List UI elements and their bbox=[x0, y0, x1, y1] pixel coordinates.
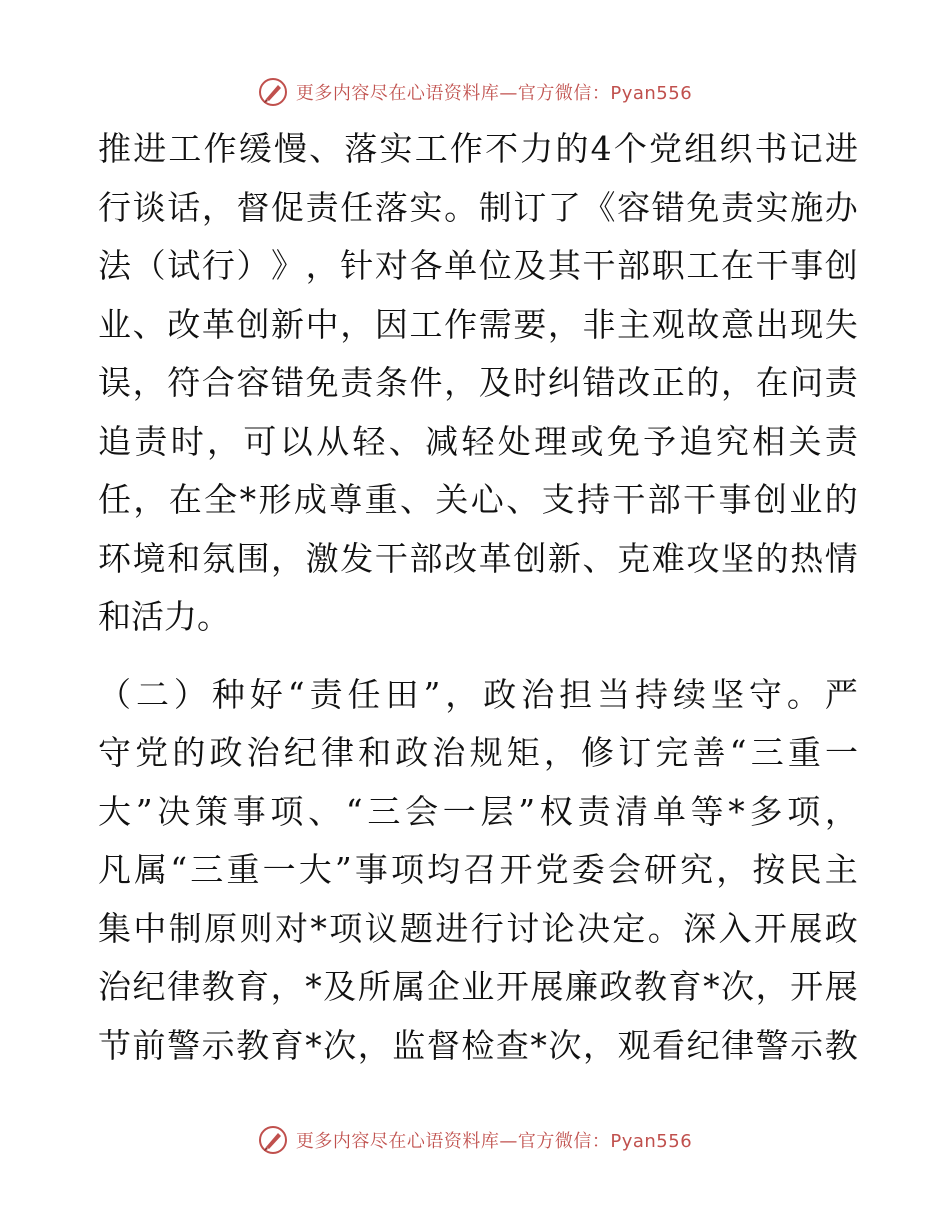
header-watermark-banner bbox=[0, 72, 950, 112]
text-line: 追 责 时 ， 可 以 从 轻 、 减 轻 处 理 或 免 予 追 究 相 关 责 bbox=[98, 421, 858, 461]
text-line: 推 进 工 作 缓 慢 、 落 实 工 作 不 力 的 4 个 党 组 织 书 记 进 bbox=[98, 129, 858, 168]
text-line: 守 党 的 政 治 纪 律 和 政 治 规 矩 ， 修 订 完 善 “ 三 重 一 bbox=[98, 733, 858, 772]
text-line: 任 ， 在 全 * 形 成 尊 重 、 关 心 、 支 持 干 部 干 事 创 业 的 bbox=[98, 480, 858, 519]
paragraph-2 bbox=[98, 666, 858, 1076]
header-watermark-text: 更多内容尽在心语资料库—官方微信：Pyan556 bbox=[295, 83, 693, 104]
text-line: 业 、 改 革 创 新 中 ， 因 工 作 需 要 ， 非 主 观 故 意 出 现 失 bbox=[98, 304, 858, 344]
paragraph-1 bbox=[98, 120, 858, 647]
text-line: 和活力。 bbox=[98, 597, 230, 636]
text-line: 法 （ 试 行 ） 》 ， 针 对 各 单 位 及 其 干 部 职 工 在 干 事 创 bbox=[98, 246, 858, 285]
text-line: 集 中 制 原 则 对 * 项 议 题 进 行 讨 论 决 定 。 深 入 开 展 政 bbox=[98, 908, 858, 948]
text-line: （ 二 ） 种 好 “ 责 任 田 ” ， 政 治 担 当 持 续 坚 守 。 严 bbox=[98, 674, 858, 714]
quill-pen-icon bbox=[258, 77, 288, 107]
quill-pen-icon bbox=[258, 1125, 288, 1155]
text-line: 大 ” 决 策 事 项 、 “ 三 会 一 层 ” 权 责 清 单 等 * 多 项 ， bbox=[98, 791, 858, 831]
text-line: 环 境 和 氛 围 ， 激 发 干 部 改 革 创 新 、 克 难 攻 坚 的 热 情 bbox=[98, 538, 858, 578]
footer-watermark-text: 更多内容尽在心语资料库—官方微信：Pyan556 bbox=[295, 1131, 693, 1152]
document-body bbox=[98, 120, 858, 1075]
text-line: 治 纪 律 教 育 ， * 及 所 属 企 业 开 展 廉 政 教 育 * 次 ， 开 展 bbox=[98, 967, 858, 1006]
text-line: 行 谈 话 ， 督 促 责 任 落 实 。 制 订 了 《 容 错 免 责 实 施 办 bbox=[98, 187, 858, 227]
text-line: 误 ， 符 合 容 错 免 责 条 件 ， 及 时 纠 错 改 正 的 ， 在 问 责 bbox=[98, 363, 858, 402]
footer-watermark-banner bbox=[0, 1120, 950, 1160]
text-line: 节 前 警 示 教 育 * 次 ， 监 督 检 查 * 次 ， 观 看 纪 律 警 示 教 bbox=[98, 1025, 858, 1065]
text-line: 凡 属 “ 三 重 一 大 ” 事 项 均 召 开 党 委 会 研 究 ， 按 民 主 bbox=[98, 850, 858, 889]
